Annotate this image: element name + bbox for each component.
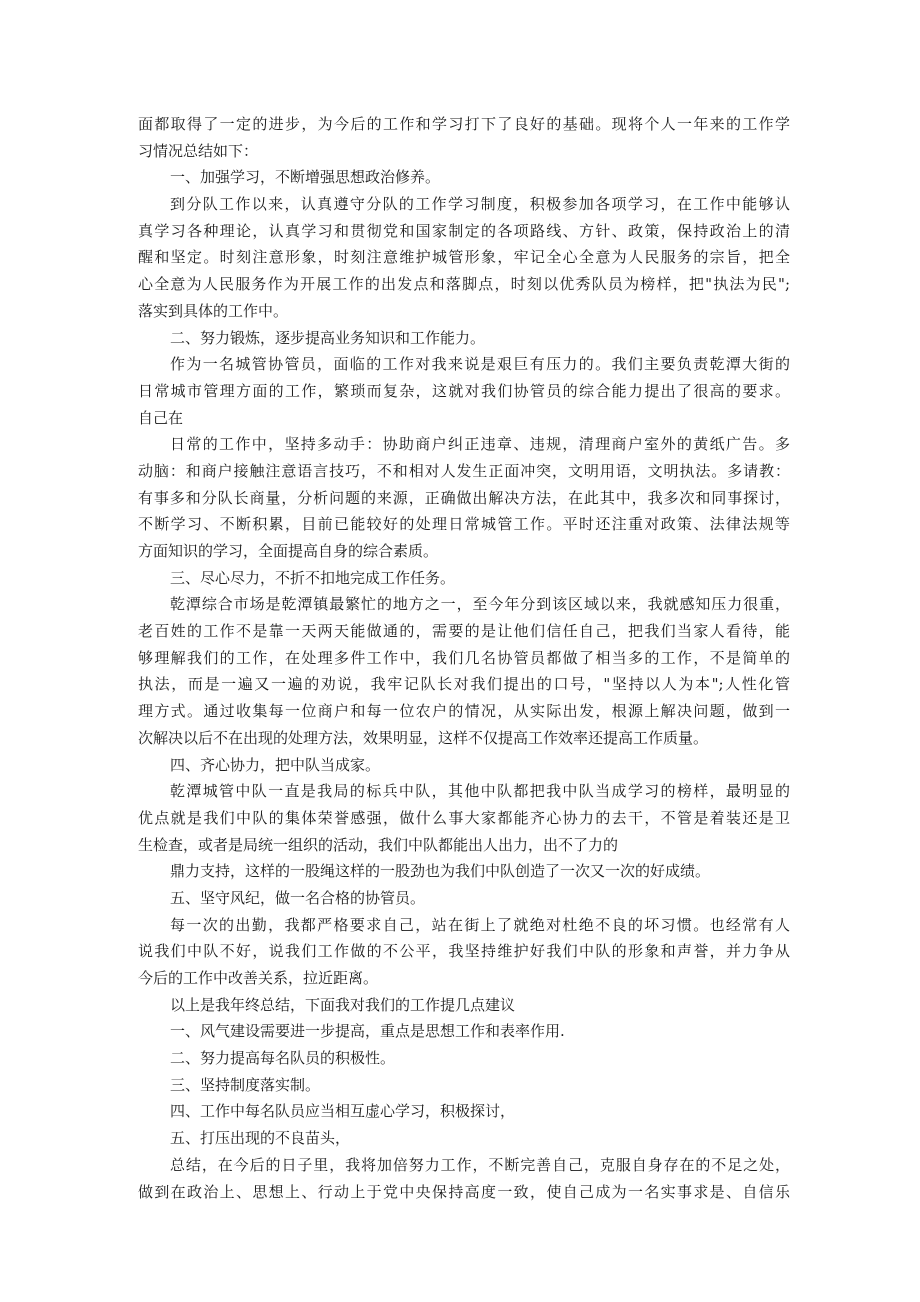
text-line: 理方式。通过收集每一位商户和每一位农户的情况，从实际出发，根源上解决问题，做到一 [138, 702, 790, 721]
text-line: 四、工作中每名队员应当相互虚心学习，积极探讨， [170, 1102, 516, 1121]
text-line: 到分队工作以来，认真遵守分队的工作学习制度，积极参加各项学习，在工作中能够认 [170, 195, 790, 214]
text-line: 方面知识的学习，全面提高自身的综合素质。 [138, 542, 439, 560]
text-line: 生检查，或者是局统一组织的活动，我们中队都能出人出力，出不了力的 [138, 835, 619, 854]
text-line: 说我们中队不好，说我们工作做的不公平，我坚持维护好我们中队的形象和声誉，并力争从 [138, 942, 790, 961]
text-line: 醒和坚定。时刻注意形象，时刻注意维护城管形象，牢记全心全意为人民服务的宗旨，把全 [138, 248, 790, 267]
text-line: 够理解我们的工作，在处理多件工作中，我们几名协管员都做了相当多的工作，不是简单的 [138, 648, 790, 667]
text-line: 四、齐心协力，把中队当成家。 [170, 755, 381, 774]
text-line: 三、尽心尽力，不折不扣地完成工作任务。 [170, 568, 456, 587]
text-line: 以上是我年终总结，下面我对我们的工作提几点建议 [170, 995, 516, 1014]
text-line: 心全意为人民服务作为开展工作的出发点和落脚点，时刻以优秀队员为榜样，把"执法为民"; [138, 275, 790, 294]
text-line: 习情况总结如下： [138, 141, 259, 160]
text-line: 乾潭城管中队一直是我局的标兵中队，其他中队都把我中队当成学习的榜样，最明显的 [170, 782, 790, 801]
text-line: 日常的工作中，坚持多动手：协助商户纠正违章、违规，清理商户室外的黄纸广告。多 [170, 435, 790, 454]
text-line: 作为一名城管协管员，面临的工作对我来说是艰巨有压力的。我们主要负责乾潭大街的 [170, 355, 790, 374]
text-line: 五、打压出现的不良苗头， [170, 1129, 351, 1148]
text-line: 自己在 [138, 408, 184, 427]
text-line: 动脑：和商户接触注意语言技巧，不和相对人发生正面冲突，文明用语，文明执法。多请教： [138, 461, 790, 480]
text-line: 五、坚守风纪，做一名合格的协管员。 [170, 888, 426, 907]
text-line: 执法，而是一遍又一遍的劝说，我牢记队长对我们提出的口号，"坚持以人为本";人性化管 [138, 675, 790, 694]
text-line: 日常城市管理方面的工作，繁琐而复杂，这就对我们协管员的综合能力提出了很高的要求。 [138, 381, 790, 400]
text-line: 老百姓的工作不是靠一天两天能做通的，需要的是让他们信任自己，把我们当家人看待，能 [138, 622, 790, 641]
text-line: 今后的工作中改善关系，拉近距离。 [138, 969, 379, 987]
text-line: 次解决以后不在出现的处理方法，效果明显，这样不仅提高工作效率还提高工作质量。 [138, 728, 709, 747]
document-page [138, 111, 790, 1205]
text-line: 二、努力锻炼，逐步提高业务知识和工作能力。 [170, 328, 486, 347]
text-line: 有事多和分队长商量，分析问题的来源，正确做出解决方法，在此其中，我多次和同事探讨， [138, 488, 790, 507]
text-line: 乾潭综合市场是乾潭镇最繁忙的地方之一，至今年分到该区域以来，我就感知压力很重， [170, 595, 790, 614]
text-line: 一、风气建设需要进一步提高，重点是思想工作和表率作用. [170, 1022, 565, 1041]
text-line: 面都取得了一定的进步，为今后的工作和学习打下了良好的基础。现将个人一年来的工作学 [138, 115, 790, 133]
text-line: 优点就是我们中队的集体荣誉感强，做什么事大家都能齐心协力的去干，不管是着装还是卫 [138, 808, 790, 827]
text-line: 真学习各种理论，认真学习和贯彻党和国家制定的各项路线、方针、政策，保持政治上的清 [138, 221, 790, 240]
text-line: 总结，在今后的日子里，我将加倍努力工作，不断完善自己，克服自身存在的不足之处， [170, 1155, 790, 1174]
text-line: 每一次的出勤，我都严格要求自己，站在街上了就绝对杜绝不良的坏习惯。也经常有人 [170, 915, 790, 934]
text-line: 落实到具体的工作中。 [138, 301, 289, 320]
text-line: 做到在政治上、思想上、行动上于党中央保持高度一致，使自己成为一名实事求是、自信乐 [138, 1182, 790, 1201]
text-line: 鼎力支持，这样的一股绳这样的一股劲也为我们中队创造了一次又一次的好成绩。 [170, 862, 711, 881]
text-line: 不断学习、不断积累，目前已能较好的处理日常城管工作。平时还注重对政策、法律法规等 [138, 515, 790, 534]
text-line: 三、坚持制度落实制。 [170, 1075, 321, 1094]
text-line: 二、努力提高每名队员的积极性。 [170, 1049, 396, 1068]
text-line: 一、加强学习，不断增强思想政治修养。 [170, 168, 441, 187]
